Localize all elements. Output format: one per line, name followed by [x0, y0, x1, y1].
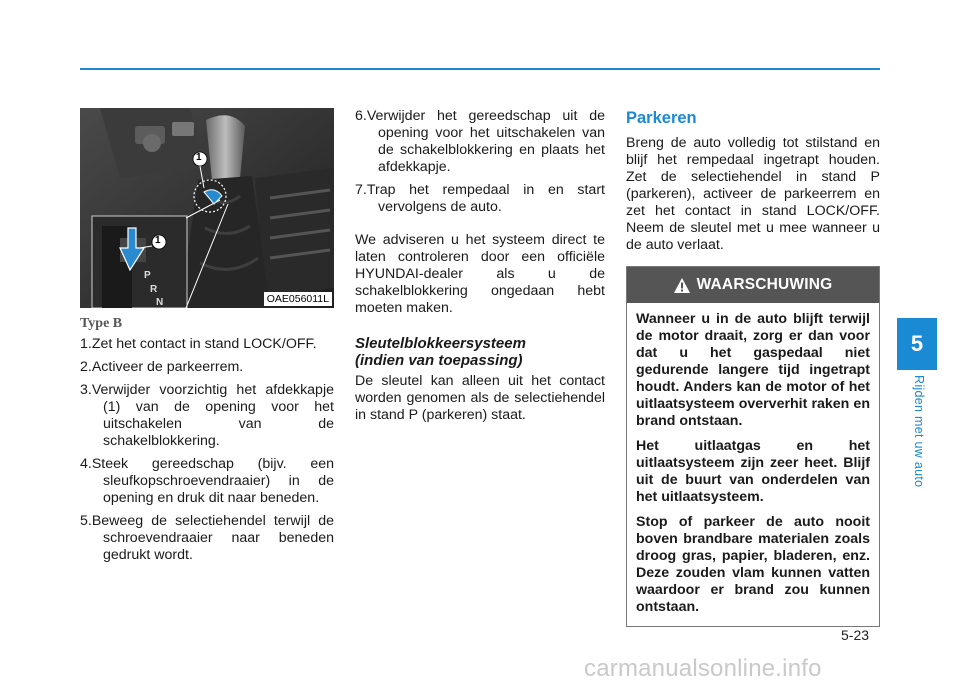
- parking-heading: Parkeren: [626, 109, 697, 127]
- callout-1-top: 1: [196, 152, 202, 163]
- gear-label-r: R: [150, 284, 158, 295]
- step-5: 5.Beweeg de selectiehendel terwijl de schroevendraaier naar beneden gedrukt wordt.: [80, 513, 334, 563]
- header-rule: [80, 68, 880, 70]
- watermark: carmanualsonline.info: [584, 655, 822, 682]
- column-right: [626, 108, 880, 627]
- warning-body: [627, 303, 879, 626]
- step-3: 3.Verwijder voorzichtig het afdekkapje (1) van de opening voor het uitschakelen van de schakelblokkering.: [80, 382, 334, 449]
- shift-lock-photo: [80, 108, 334, 308]
- gear-selector-illustration: [80, 108, 334, 308]
- gear-label-n: N: [156, 297, 164, 308]
- warning-paragraph-2: Het uitlaatgas en het uitlaatsysteem zijn zeer heet. Blijf uit de buurt van onderdelen van het uitlaatsysteem.: [636, 438, 870, 505]
- step-6: 6.Verwijder het gereedschap uit de opening voor het uitschakelen van de schakelblokkering en plaats het afdekkapje.: [355, 108, 605, 175]
- key-lock-heading-line1: Sleutelblokkeersysteem: [355, 335, 526, 352]
- warning-triangle-icon: [674, 278, 690, 293]
- chapter-number-tab: 5: [897, 318, 937, 370]
- chapter-title: Rijden met uw auto: [912, 375, 926, 488]
- step-1: 1.Zet het contact in stand LOCK/OFF.: [80, 336, 317, 352]
- step-4: 4.Steek gereedschap (bijv. een sleufkopschroevendraaier) in de opening en druk dit naar beneden.: [80, 456, 334, 506]
- gear-label-p: P: [144, 270, 151, 281]
- callout-1-inset: 1: [155, 235, 161, 246]
- page-number: 5-23: [841, 627, 870, 643]
- step-7: 7.Trap het rempedaal in en start vervolgens de auto.: [355, 182, 605, 215]
- key-lock-text: De sleutel kan alleen uit het contact worden genomen als de selectiehendel in stand P (parkeren) staat.: [355, 373, 605, 423]
- warning-paragraph-1: Wanneer u in de auto blijft terwijl de motor draait, zorg er dan voor dat u het gaspedaal niet gedurende langere tijd ingetrapt houdt. Anders kan de motor of het uitlaatsysteem oververhit raken en brand ontstaan.: [636, 311, 870, 429]
- column-middle: [355, 108, 605, 436]
- key-lock-heading: [355, 335, 605, 369]
- step-2: 2.Activeer de parkeerrem.: [80, 359, 244, 375]
- warning-box: [626, 266, 880, 627]
- column-left: [80, 108, 334, 570]
- key-lock-heading-line2: (indien van toepassing): [355, 352, 523, 369]
- warning-header: [627, 267, 879, 303]
- warning-paragraph-3: Stop of parkeer de auto nooit boven brandbare materialen zoals droog gras, papier, bladeren, enz. Deze zouden vlam kunnen vatten waardoor er brand zou kunnen ontstaan.: [636, 514, 870, 615]
- warning-title: WAARSCHUWING: [696, 276, 833, 293]
- photo-code: OAE056011L: [264, 292, 332, 306]
- parking-text: Breng de auto volledig tot stilstand en blijf het rempedaal ingetrapt houden. Zet de selectiehendel in stand P (parkeren), activeer de parkeerrem en zet het contact in stand LOCK/OFF. Neem de sleutel met u mee wanneer u de auto verlaat.: [626, 135, 880, 253]
- dealer-advice: We adviseren u het systeem direct te laten controleren door een officiële HYUNDAI-dealer als u de schakelblokkering ongedaan hebt moeten maken.: [355, 232, 605, 316]
- photo-caption: Type B: [80, 316, 123, 331]
